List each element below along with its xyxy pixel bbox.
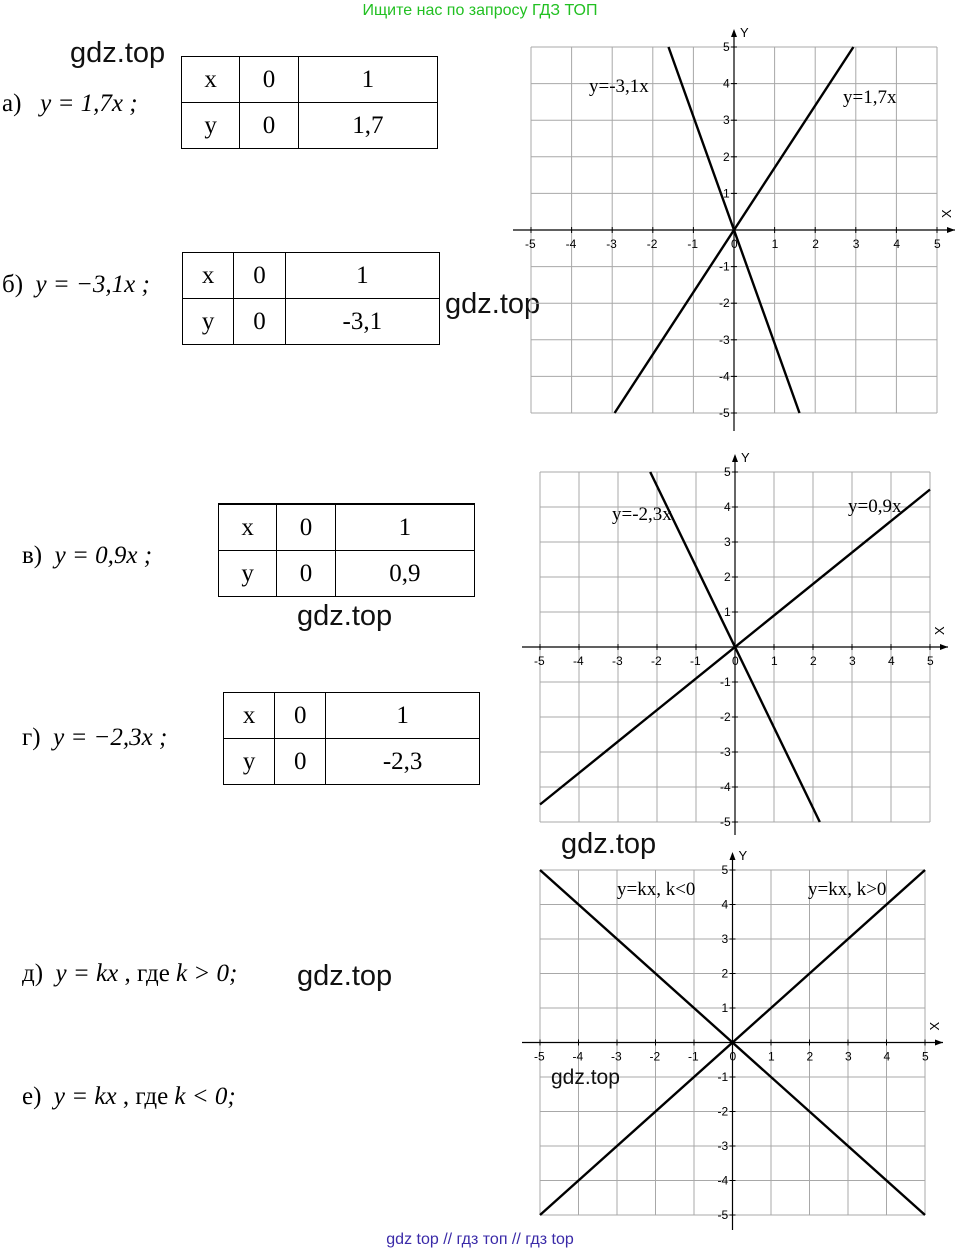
search-banner[interactable]: Ищите нас по запросу ГДЗ ТОП xyxy=(362,2,598,19)
x-tick-label: 0 xyxy=(729,1049,737,1064)
table-cell: 1 xyxy=(285,253,439,299)
table-cell: 0 xyxy=(240,103,298,149)
x-tick-label: -5 xyxy=(534,1049,545,1064)
chart-graph-v-g xyxy=(505,450,960,835)
y-tick-label: -2 xyxy=(719,296,730,311)
table-cell: 0 xyxy=(234,253,285,299)
item-separator: , где xyxy=(118,960,177,987)
x-axis-label: X xyxy=(932,626,947,635)
y-tick-label: 4 xyxy=(721,897,729,912)
x-tick-label: 3 xyxy=(845,1049,852,1064)
y-tick-label: -5 xyxy=(717,1208,729,1222)
table-cell: 1 xyxy=(298,57,437,103)
y-tick-label: -3 xyxy=(720,745,731,759)
item-formula: y = −2,3x ; xyxy=(53,724,168,751)
x-tick-label: 4 xyxy=(893,237,901,251)
table-row-y xyxy=(183,299,440,345)
x-tick-label: 2 xyxy=(810,654,817,668)
item-b-label xyxy=(2,271,150,299)
x-tick-label: -5 xyxy=(534,654,545,668)
item-letter: в) xyxy=(22,542,43,569)
y-tick-label: -4 xyxy=(717,1173,729,1188)
table-cell: y xyxy=(224,739,275,785)
table-cell: x xyxy=(182,57,240,103)
chart-graph-d-e xyxy=(505,845,960,1230)
x-tick-label: 3 xyxy=(852,237,860,251)
table-cell: x xyxy=(219,505,277,551)
series-label: y=-2,3x xyxy=(612,504,672,525)
table-cell: 1,7 xyxy=(298,103,437,149)
table-row-x xyxy=(183,253,440,299)
x-tick-label: -2 xyxy=(651,654,662,668)
watermark: gdz.top xyxy=(551,1066,620,1089)
y-axis-arrow-icon xyxy=(732,454,738,462)
table-cell: y xyxy=(219,551,277,597)
y-tick-label: -4 xyxy=(719,369,730,384)
table-cell: 1 xyxy=(326,693,480,739)
x-tick-label: 4 xyxy=(888,654,895,668)
table-cell: x xyxy=(224,693,275,739)
y-tick-label: -2 xyxy=(720,710,731,724)
x-axis-arrow-icon xyxy=(947,227,955,233)
x-tick-label: 2 xyxy=(812,237,819,251)
table-row-y xyxy=(224,739,480,785)
table-cell: 0 xyxy=(234,299,285,345)
value-table-g xyxy=(223,692,480,785)
watermark: gdz.top xyxy=(561,828,657,860)
y-axis-arrow-icon xyxy=(731,29,737,37)
item-v-label xyxy=(22,542,152,570)
series-label: y=kx, k<0 xyxy=(617,879,696,900)
x-tick-label: -3 xyxy=(611,1049,622,1064)
x-tick-label: -1 xyxy=(690,654,701,668)
y-tick-label: -1 xyxy=(717,1070,729,1084)
series-label: y=1,7x xyxy=(843,87,897,108)
x-tick-label: -1 xyxy=(687,237,699,251)
item-formula: y = 1,7x ; xyxy=(40,90,138,117)
table-cell: 1 xyxy=(335,505,474,551)
x-tick-label: -5 xyxy=(525,237,536,251)
y-axis-arrow-icon xyxy=(730,852,736,860)
table-cell: y xyxy=(182,103,240,149)
table-cell: -2,3 xyxy=(326,739,480,785)
x-tick-label: -4 xyxy=(565,237,577,251)
item-condition: k < 0; xyxy=(174,1083,236,1110)
x-tick-label: -3 xyxy=(606,237,617,251)
x-tick-label: 1 xyxy=(771,654,778,668)
table-cell: 0 xyxy=(277,551,335,597)
watermark: gdz.top xyxy=(70,37,166,69)
item-separator: , где xyxy=(116,1083,175,1110)
y-tick-label: -1 xyxy=(720,675,731,689)
x-tick-label: -2 xyxy=(649,1049,661,1064)
x-tick-label: 5 xyxy=(922,1049,929,1064)
series-label: y=0,9x xyxy=(848,496,902,517)
y-axis-label: Y xyxy=(738,848,748,863)
item-letter: г) xyxy=(22,724,41,751)
x-axis-label: X xyxy=(927,1021,942,1031)
y-tick-label: -4 xyxy=(720,780,731,794)
y-tick-label: 4 xyxy=(724,500,731,514)
item-letter: а) xyxy=(2,90,22,117)
watermark: gdz.top xyxy=(297,960,393,992)
x-tick-label: 2 xyxy=(806,1049,814,1064)
x-axis-label: X xyxy=(939,209,954,218)
y-tick-label: 2 xyxy=(723,149,730,164)
y-tick-label: 1 xyxy=(724,605,731,619)
item-letter: д) xyxy=(22,960,44,987)
x-tick-label: 3 xyxy=(849,654,856,668)
y-axis-label: Y xyxy=(740,25,749,40)
y-tick-label: -1 xyxy=(719,259,730,274)
item-formula: y = 0,9x ; xyxy=(54,542,153,569)
y-tick-label: 2 xyxy=(721,966,729,981)
y-tick-label: 3 xyxy=(723,113,730,128)
y-tick-label: -3 xyxy=(719,332,730,347)
y-tick-label: 5 xyxy=(723,40,730,54)
x-axis-arrow-icon xyxy=(935,1040,943,1046)
y-tick-label: 5 xyxy=(721,863,729,877)
x-tick-label: 0 xyxy=(731,237,738,251)
item-letter: е) xyxy=(22,1083,42,1110)
y-tick-label: 5 xyxy=(724,465,731,479)
table-cell: y xyxy=(183,299,234,345)
y-tick-label: 4 xyxy=(723,76,730,91)
item-g-label xyxy=(22,724,167,752)
item-formula: y = kx xyxy=(53,1083,117,1110)
watermark: gdz.top xyxy=(445,288,541,320)
chart-graph-a-b xyxy=(505,25,960,435)
table-row-y xyxy=(219,551,475,597)
series-label: y=-3,1x xyxy=(589,76,649,97)
x-tick-label: 5 xyxy=(927,654,934,668)
y-tick-label: 2 xyxy=(724,570,731,584)
x-tick-label: 1 xyxy=(768,1049,775,1064)
x-tick-label: 1 xyxy=(771,237,779,251)
table-cell: -3,1 xyxy=(285,299,439,345)
item-formula: y = −3,1x ; xyxy=(35,271,150,298)
y-tick-label: -3 xyxy=(717,1139,729,1153)
y-tick-label: 1 xyxy=(723,186,730,201)
y-tick-label: 3 xyxy=(724,535,731,549)
series-label: y=kx, k>0 xyxy=(808,879,887,900)
item-e-label xyxy=(22,1083,236,1111)
x-tick-label: -1 xyxy=(688,1049,699,1064)
x-tick-label: -4 xyxy=(572,1049,584,1064)
x-tick-label: -3 xyxy=(612,654,623,668)
footer-links[interactable]: gdz top // гдз топ // гдз top xyxy=(386,1231,574,1248)
y-tick-label: -5 xyxy=(720,815,731,829)
table-cell: 0 xyxy=(240,57,298,103)
x-axis-arrow-icon xyxy=(940,644,948,650)
table-cell: 0 xyxy=(275,693,326,739)
x-tick-label: 5 xyxy=(934,237,941,251)
y-tick-label: 1 xyxy=(721,1001,729,1015)
table-cell: 0 xyxy=(277,505,335,551)
y-axis-label: Y xyxy=(741,450,750,465)
y-tick-label: 3 xyxy=(721,932,729,946)
x-tick-label: 4 xyxy=(883,1049,891,1064)
item-letter: б) xyxy=(2,271,24,298)
table-cell: 0 xyxy=(275,739,326,785)
item-a-label xyxy=(2,90,138,118)
table-row-x xyxy=(224,693,480,739)
item-condition: k > 0; xyxy=(176,960,238,987)
value-table-a xyxy=(181,56,438,149)
item-d-label xyxy=(22,960,237,988)
value-table-v xyxy=(218,504,475,597)
x-tick-label: -2 xyxy=(646,237,658,251)
table-row-x xyxy=(219,505,475,551)
y-tick-label: -5 xyxy=(719,406,730,420)
x-tick-label: -4 xyxy=(573,654,584,668)
value-table-b xyxy=(182,252,440,345)
table-cell: x xyxy=(183,253,234,299)
watermark: gdz.top xyxy=(297,600,393,632)
x-tick-label: 0 xyxy=(732,654,739,668)
table-cell: 0,9 xyxy=(335,551,474,597)
table-row-y xyxy=(182,103,438,149)
item-formula: y = kx xyxy=(55,960,119,987)
y-tick-label: -2 xyxy=(717,1104,729,1119)
table-row-x xyxy=(182,57,438,103)
